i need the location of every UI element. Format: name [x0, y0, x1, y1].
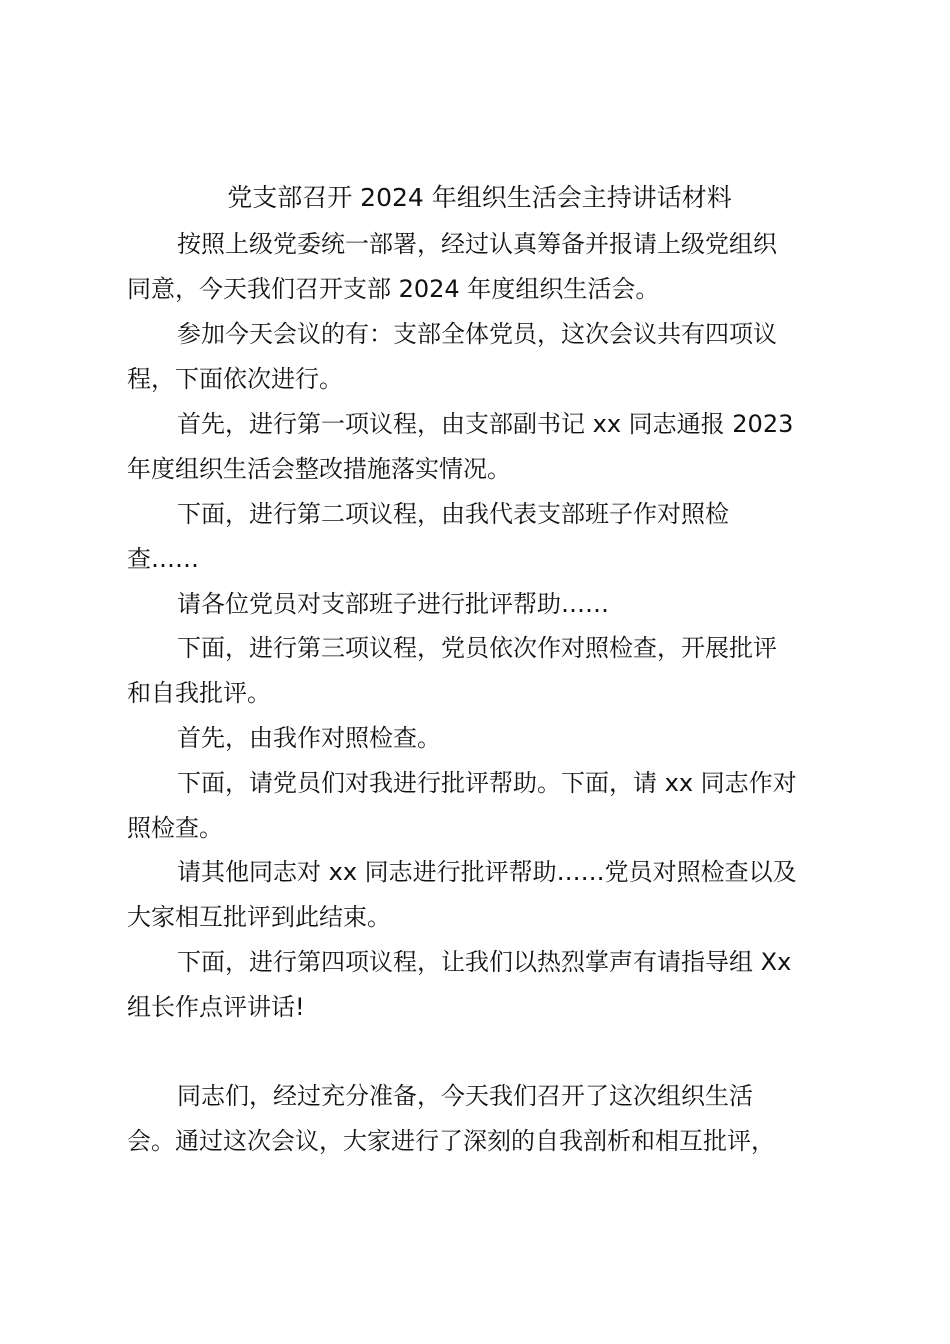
paragraph-11-line-1: 同志们，经过充分准备，今天我们召开了这次组织生活: [177, 1082, 753, 1110]
paragraph-9-line-2: 大家相互批评到此结束。: [127, 903, 391, 931]
paragraph-1-line-2: 同意，今天我们召开支部 2024 年度组织生活会。: [127, 275, 660, 303]
paragraph-10-line-1: 下面，进行第四项议程，让我们以热烈掌声有请指导组 Xx: [177, 948, 792, 976]
paragraph-8-line-2: 照检查。: [127, 814, 223, 842]
document-title: 党支部召开 2024 年组织生活会主持讲话材料: [227, 183, 732, 212]
paragraph-4-line-2: 查……: [127, 545, 199, 573]
paragraph-11-line-2: 会。通过这次会议，大家进行了深刻的自我剖析和相互批评，: [127, 1127, 775, 1155]
paragraph-6-line-1: 下面，进行第三项议程，党员依次作对照检查，开展批评: [177, 634, 777, 662]
paragraph-5-line-1: 请各位党员对支部班子进行批评帮助……: [177, 590, 609, 618]
paragraph-8-line-1: 下面，请党员们对我进行批评帮助。下面，请 xx 同志作对: [177, 769, 797, 797]
paragraph-1-line-1: 按照上级党委统一部署，经过认真筹备并报请上级党组织: [177, 230, 777, 258]
paragraph-4-line-1: 下面，进行第二项议程，由我代表支部班子作对照检: [177, 500, 729, 528]
paragraph-6-line-2: 和自我批评。: [127, 679, 271, 707]
paragraph-2-line-1: 参加今天会议的有：支部全体党员，这次会议共有四项议: [177, 320, 777, 348]
paragraph-7-line-1: 首先，由我作对照检查。: [177, 724, 441, 752]
paragraph-10-line-2: 组长作点评讲话!: [127, 993, 305, 1021]
paragraph-2-line-2: 程，下面依次进行。: [127, 365, 343, 393]
paragraph-3-line-1: 首先，进行第一项议程，由支部副书记 xx 同志通报 2023: [177, 410, 794, 438]
paragraph-9-line-1: 请其他同志对 xx 同志进行批评帮助……党员对照检查以及: [177, 858, 797, 886]
paragraph-3-line-2: 年度组织生活会整改措施落实情况。: [127, 455, 511, 483]
